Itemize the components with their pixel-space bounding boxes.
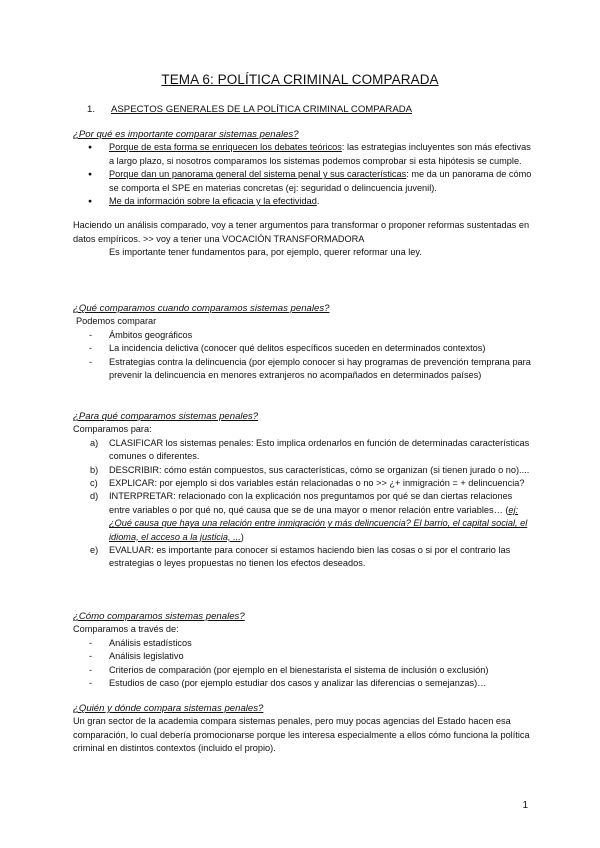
question-heading: ¿Cómo comparamos sistemas penales? (73, 611, 245, 622)
section-title: ASPECTOS GENERALES DE LA POLÍTICA CRIMINAL COMPARADA (111, 104, 413, 115)
bullet-lead: Porque de esta forma se enriquecen los debates teóricos (109, 142, 342, 153)
question-heading: ¿Para qué comparamos sistemas penales? (73, 411, 259, 422)
item-letter: c) (90, 478, 98, 489)
question-heading: ¿Qué comparamos cuando comparamos sistemas penales? (73, 303, 330, 314)
list-item (73, 477, 533, 490)
bullet-text: . (316, 196, 320, 207)
list-item: - La incidencia delictiva (conocer qué delitos específicos suceden en determinados contextos) (73, 342, 533, 355)
list-item (73, 141, 533, 168)
list-item (73, 195, 533, 208)
dash-list (73, 329, 533, 383)
question-block-purpose (73, 410, 533, 571)
paragraph-indented: Es importante tener fundamentos para, por ejemplo, querer reformar una ley. (109, 247, 422, 258)
list-item: - Análisis legislativo (73, 650, 533, 663)
section-number: 1. (87, 104, 96, 115)
list-item (73, 544, 533, 571)
bullet-lead: Me da información sobre la eficacia y la efectividad (109, 196, 317, 207)
bullet-list (73, 141, 533, 208)
list-item (73, 437, 533, 464)
bullet-lead: Porque dan un panorama general del sistema penal y sus características (109, 169, 407, 180)
lettered-list (73, 437, 533, 571)
dash-list (73, 637, 533, 691)
item-text-end: ) (240, 531, 244, 542)
list-item: - Ámbitos geográficos (73, 329, 533, 342)
intro-text: Comparamos para: (73, 424, 152, 435)
question-block-what (73, 302, 533, 382)
question-block-how (73, 610, 533, 690)
bullet-text: : me da un panorama de cómo se comporta el SPE en materias concretas (ej: seguridad o delincuencia juvenil). (109, 169, 532, 193)
intro-text: Podemos comparar (76, 316, 157, 327)
list-item: - Estudios de caso (por ejemplo estudiar dos casos y analizar las diferencias o semejanzas)… (73, 677, 533, 690)
list-item: - Análisis estadísticos (73, 637, 533, 650)
paragraph: Haciendo un análisis comparado, voy a tener argumentos para transformar o proponer reformas sustentadas en datos empíricos. >> voy a tener una VOCACIÓN TRANSFORMADORA (73, 220, 530, 244)
intro-text: Comparamos a través de: (73, 624, 179, 635)
bullet-text: : las estrategias incluyentes son más efectivas a largo plazo, si nosotros comparamos los sistemas podemos comprobar si esta hipótesis se cumple. (109, 142, 531, 166)
item-letter: b) (90, 464, 99, 475)
item-text: EXPLICAR: por ejemplo si dos variables están relacionadas o no >> ¿+ inmigración = + delincuencia? (109, 478, 525, 489)
question-heading: ¿Quién y dónde compara sistemas penales? (73, 703, 264, 714)
page-number: 1 (522, 800, 528, 811)
list-item (73, 464, 533, 477)
section-heading (87, 104, 412, 115)
list-item: - Estrategias contra la delincuencia (por ejemplo conocer si hay programas de prevención temprana para prevenir la delincuencia en menores extranjeros no acompañados en determinados países) (73, 356, 533, 383)
list-item (73, 490, 533, 544)
question-heading: ¿Por qué es importante comparar sistemas penales? (73, 129, 299, 140)
item-text: INTERPRETAR: relacionado con la explicación nos preguntamos por qué se dan ciertas relaciones entre variables o por qué no, qué causa que se de una mayor o menor relación entre variables… ( (109, 491, 513, 515)
list-item (73, 168, 533, 195)
item-letter: d) (90, 491, 99, 502)
document-title: TEMA 6: POLÍTICA CRIMINAL COMPARADA (161, 72, 439, 87)
item-letter: a) (90, 437, 99, 448)
question-block-why (73, 128, 533, 260)
item-text: CLASIFICAR los sistemas penales: Esto implica ordenarlos en función de determinadas características comunes o diferentes. (109, 437, 530, 462)
example-text: ej: ¿Qué causa que haya una relación entre inmigración y más delincuencia? El barrio, el capital social, el idioma, el acceso a la justicia, ... (109, 504, 528, 542)
item-text: DESCRIBIR: cómo están compuestos, sus características, cómo se organizan (si tienen jurado o no).... (109, 464, 530, 475)
item-text: EVALUAR: es importante para conocer si estamos haciendo bien las cosas o si por el contrario las estrategias o leyes propuestas no tienen los efectos deseados. (109, 545, 511, 569)
paragraph: Un gran sector de la academia compara sistemas penales, pero muy pocas agencias del Estado hacen esa comparación, lo cual debería promocionarse porque les interesa especialmente a ellos cómo funciona la política criminal en distintos contextos (incluido el propio). (73, 716, 530, 754)
item-letter: e) (90, 545, 99, 556)
list-item: - Criterios de comparación (por ejemplo en el bienestarista el sistema de inclusión o exclusión) (73, 664, 533, 677)
question-block-who (73, 702, 533, 756)
